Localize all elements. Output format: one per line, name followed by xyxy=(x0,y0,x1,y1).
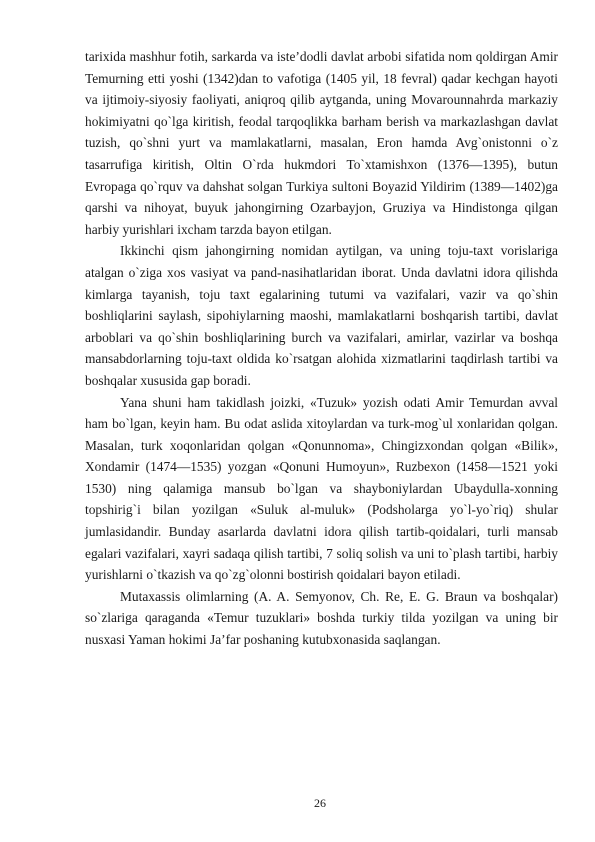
paragraph-continuation: tarixida mashhur fotih, sarkarda va iste’dodli davlat arbobi sifatida nom qoldirgan Amir Temurning etti yoshi (1342)dan to vafotiga (1405 yil, 18 fevral) qadar kechgan hayoti va ijtimoiy-siyosiy faoliyati, aniqroq qilib aytganda, uning Movarounnahrda markaziy hokimiyatni qo`lga kiritish, feodal tarqoqlikka barham berish va markazlashgan davlat tuzish, qo`shni yurt va mamlakatlarni, masalan, Eron hamda Avg`onistonni o`z tasarrufiga kiritish, Oltin O`rda hukmdori To`xtamishxon (1376—1395), butun Evropaga qo`rquv va dahshat solgan Turkiya sultoni Boyazid Yildirim (1389—1402)ga qarshi va nihoyat, buyuk jahongirning Ozarbayjon, Gruziya va Hindistonga qilgan harbiy yurishlari ixcham tarzda bayon etilgan. xyxy=(85,49,558,237)
paragraph-scholars: Mutaxassis olimlarning (A. A. Semyonov, Ch. Re, E. G. Braun va boshqalar) so`zlariga qaraganda «Temur tuzuklari» boshda turkiy tilda yozilgan va uning bir nusxasi Yaman hokimi Ja’far poshaning kutubxonasida saqlangan. xyxy=(85,588,558,648)
page-number: 26 xyxy=(314,796,326,810)
paragraph-tuzuk-tradition: Yana shuni ham takidlash joizki, «Tuzuk» yozish odati Amir Temurdan avval ham bo`lgan, keyin ham. Bu odat aslida xitoylardan va turk-mog`ul xonlaridan qolgan. Masalan, turk xoqonlaridan qolgan «Qonunnoma», Chingizxondan qolgan «Bilik», Xondamir (1474—1535) yozgan «Qonuni Humoyun», Ruzbexon (1458—1521 yoki 1530) ning qalamiga mansub bo`lgan va shayboniylardan Ubaydulla-xonning topshirig`i bilan yozilgan «Suluk al-muluk» (Podsholarga yo`l-yo`riq) shular jumlasidandir. Bunday asarlarda davlatni idora qilish tartib-qoidalari, turli mansab egalari vazifalari, xayri sadaqa qilish tartibi, 7 soliq solish va uni to`plash tartibi, harbiy yurishlarni o`tkazish va qo`zg`olonni bostirish qoidalari bayon etiladi. xyxy=(85,394,558,583)
document-page xyxy=(85,46,558,651)
paragraph-second-part: Ikkinchi qism jahongirning nomidan aytilgan, va uning toju-taxt vorislariga atalgan o`ziga xos vasiyat va pand-nasihatlaridan iborat. Unda davlatni idora qilishda kimlarga tayanish, toju taxt egalarining tutumi va vazifalari, vazir va qo`shin boshliqlarini saylash, sipohiylarning maoshi, mamlakatlarni boshqarish tartibi, davlat arboblari va qo`shin boshliqlarining burch va vazifalari, amirlar, vazirlar va boshqa mansabdorlarning toju-taxt oldida ko`rsatgan alohida xizmatlarini taqdirlash tartibi va boshqalar xususida gap boradi. xyxy=(85,243,558,388)
